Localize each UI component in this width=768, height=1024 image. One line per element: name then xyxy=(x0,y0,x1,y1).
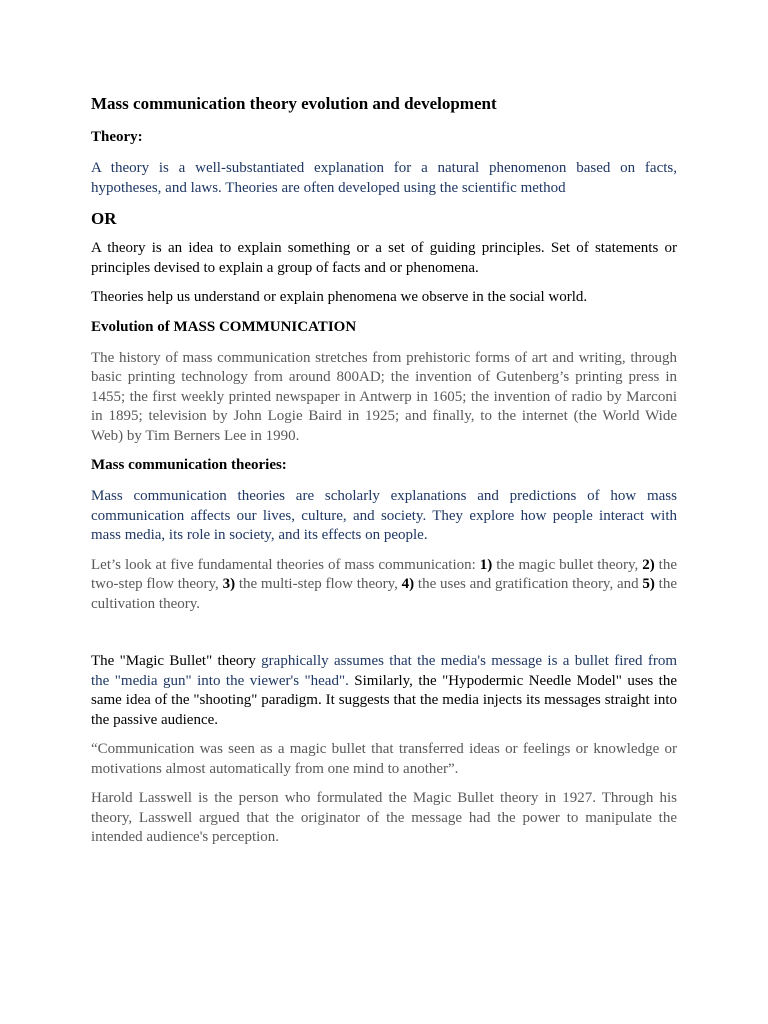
theory-number-5: 5) xyxy=(642,576,655,592)
document-title: Mass communication theory evolution and development xyxy=(91,94,497,113)
theory-number-3: 3) xyxy=(222,576,236,592)
evolution-heading: Evolution of MASS COMMUNICATION xyxy=(91,318,357,335)
theory-text-1: the magic bullet theory, xyxy=(492,556,643,573)
magic-bullet-rest: Similarly, the "Hypodermic Needle Model" uses the same idea of the "shooting" paradigm. It suggests that the media injects its messages straight into the passive audience. xyxy=(91,672,678,728)
theory-text-2: the two-step flow theory, xyxy=(91,556,678,592)
blank-line xyxy=(91,624,677,652)
magic-bullet-start: The "Magic Bullet" theory xyxy=(91,653,262,669)
quote-paragraph: “Communication was seen as a magic bullet that transferred ideas or feelings or knowledge or motivations almost automatically from one mind to another”. xyxy=(91,741,677,777)
magic-bullet-highlight: graphically assumes that the media's message is a bullet fired from the "media gun" into the viewer's "head". xyxy=(91,653,677,689)
theory-definition-2: A theory is an idea to explain something or a set of guiding principles. Set of statements or principles devised to explain a group of facts and or phenomena. xyxy=(91,240,677,276)
five-theories-paragraph xyxy=(91,556,677,615)
magic-bullet-paragraph xyxy=(91,652,677,730)
theory-text-3: the multi-step flow theory, xyxy=(235,576,402,592)
theories-heading: Mass communication theories: xyxy=(91,457,287,473)
document-page xyxy=(91,93,677,858)
five-theories-intro: Let’s look at five fundamental theories of mass communication: xyxy=(91,556,480,573)
theory-number-1: 1) xyxy=(479,556,493,573)
theory-definition-1: A theory is a well-substantiated explanation for a natural phenomenon based on facts, hypotheses, and laws. Theories are often developed using the scientific method xyxy=(91,160,677,196)
theory-number-2: 2) xyxy=(642,556,655,573)
evolution-text: The history of mass communication stretches from prehistoric forms of art and writing, through basic printing technology from around 800AD; the invention of Gutenberg’s printing press in 1455; the first weekly printed newspaper in Antwerp in 1605; the invention of radio by Marconi in 1895; television by John Logie Baird in 1925; and finally, to the internet (the World Wide Web) by Tim Berners Lee in 1990. xyxy=(91,349,677,444)
theory-number-4: 4) xyxy=(401,576,415,592)
theories-definition: Mass communication theories are scholarly explanations and predictions of how mass communication affects our lives, culture, and society. They explore how people interact with mass media, its role in society, and its effects on people. xyxy=(91,488,677,543)
theory-heading: Theory: xyxy=(91,129,143,145)
theory-text-4: the uses and gratification theory, and xyxy=(414,576,643,592)
or-label: OR xyxy=(91,209,117,228)
theory-text-5: the cultivation theory. xyxy=(91,576,677,612)
theory-help-text: Theories help us understand or explain phenomena we observe in the social world. xyxy=(91,289,588,305)
lasswell-paragraph: Harold Lasswell is the person who formulated the Magic Bullet theory in 1927. Through his theory, Lasswell argued that the originator of the message had the power to manipulate the intended audience's perception. xyxy=(91,790,677,845)
